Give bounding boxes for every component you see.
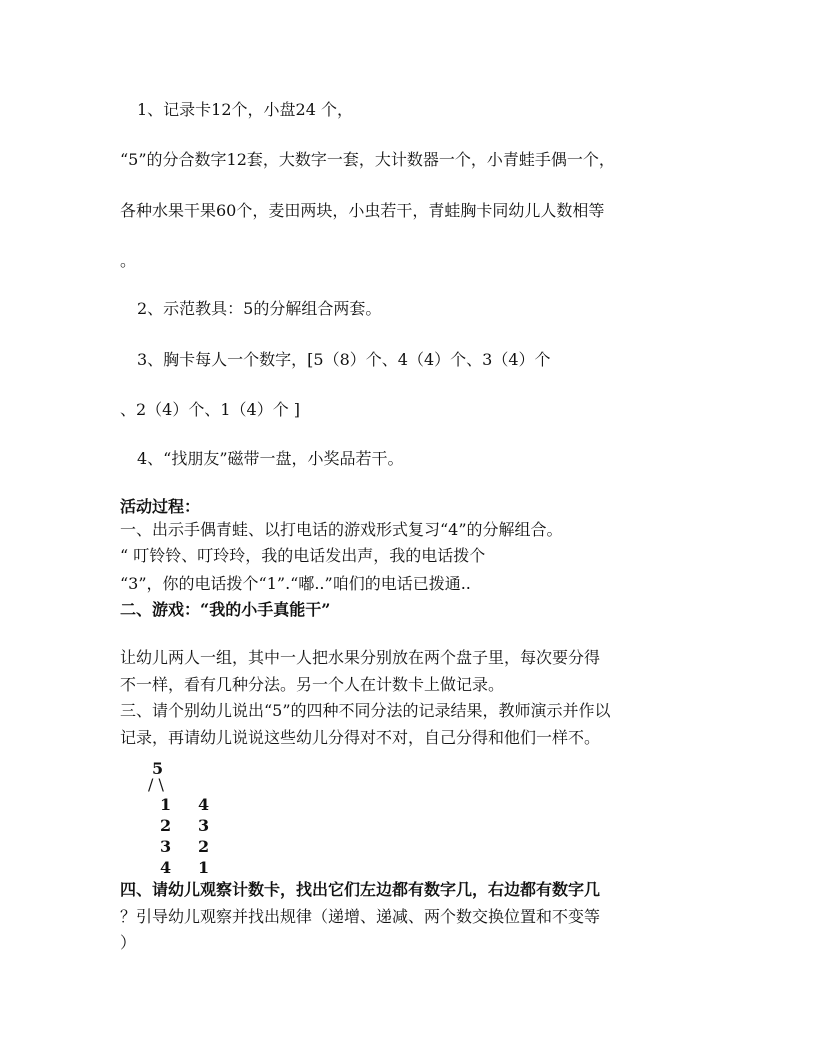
materials-item-4: 4、“找朋友”磁带一盘，小奖品若干。 (137, 449, 404, 468)
decomposition-left: 3 (160, 837, 172, 856)
phone-rhyme-line: “ 叮铃铃、叮玲玲，我的电话发出声，我的电话拨个 (120, 546, 486, 565)
phone-rhyme-line: “3”，你的电话拨个“1”.“嘟..”咱们的电话已拨通.. (120, 574, 471, 593)
game-description: 不一样，看有几种分法。另一个人在计数卡上做记录。 (120, 675, 505, 694)
process-step-3: 记录，再请幼儿说说这些幼儿分得对不对，自己分得和他们一样不。 (120, 728, 601, 747)
process-step-3: 三、请个别幼儿说出“5”的四种不同分法的记录结果，教师演示并作以 (120, 701, 611, 720)
materials-item-1-cont: 各种水果干果60个，麦田两块，小虫若干，青蛙胸卡同幼儿人数相等 (120, 201, 605, 220)
game-description: 让幼儿两人一组，其中一人把水果分别放在两个盘子里，每次要分得 (120, 648, 601, 667)
decomposition-left: 4 (160, 858, 172, 877)
decomposition-left: 2 (160, 816, 172, 835)
process-step-4 (120, 880, 600, 900)
decomposition-right: 4 (198, 795, 210, 814)
decomposition-right: 1 (198, 858, 210, 877)
decomposition-branches: / \ (148, 775, 164, 794)
decomposition-left: 1 (160, 795, 172, 814)
process-step-2-heading: 二、游戏：“我的小手真能干” (120, 600, 331, 619)
materials-item-3-cont: 、2（4）个、1（4）个 ] (120, 400, 301, 419)
process-heading: 活动过程： (120, 497, 201, 516)
decomposition-right: 2 (198, 837, 210, 856)
materials-item-3: 3、胸卡每人一个数字，[5（8）个、4（4）个、3（4）个 (137, 350, 551, 369)
process-step-4-cont: ） (120, 933, 137, 952)
process-step-4-text: 四、请幼儿观察计数卡，找出它们左边都有数字几，右边都有数字几 (120, 880, 601, 899)
decomposition-right: 3 (198, 816, 210, 835)
process-step-4-cont: ？引导幼儿观察并找出规律（递增、递减、两个数交换位置和不变等 (120, 907, 601, 926)
process-step-1: 一、出示手偶青蛙、以打电话的游戏形式复习“4”的分解组合。 (120, 520, 563, 539)
materials-item-1-cont: “5”的分合数字12套，大数字一套，大计数器一个，小青蛙手偶一个， (120, 150, 615, 169)
materials-item-2: 2、示范教具：5的分解组合两套。 (137, 299, 382, 318)
decomposition-total: 5 (152, 759, 164, 778)
materials-item-1: 1、记录卡12个，小盘24 个， (137, 100, 353, 119)
materials-item-1-cont: 。 (120, 251, 137, 270)
